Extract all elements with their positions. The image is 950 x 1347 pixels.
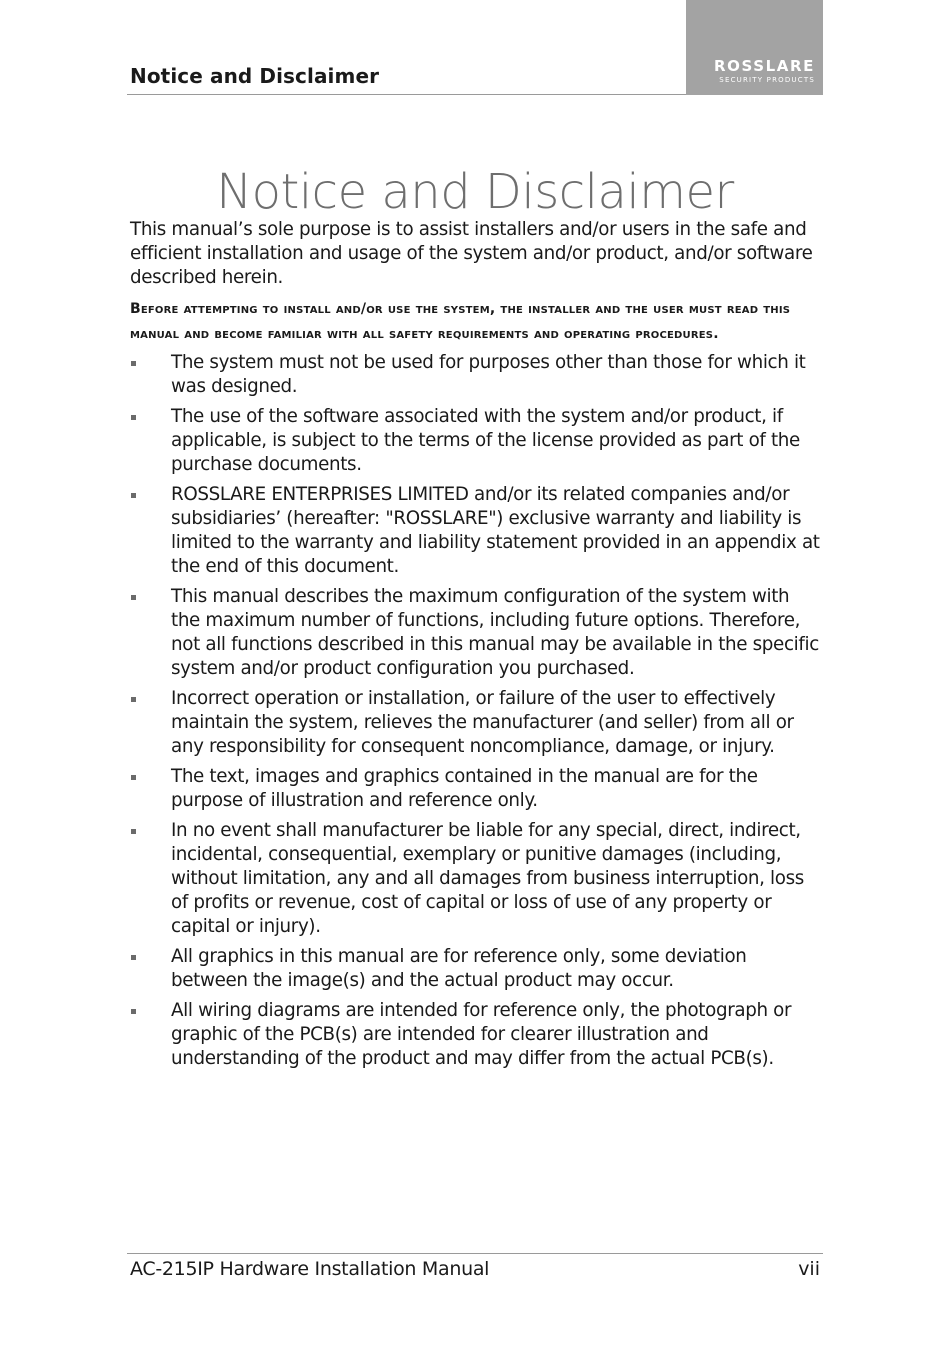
disclaimer-text: Incorrect operation or installation, or failure of the user to effectively maintain the system, relieves the manufacturer (and seller) from all or any responsibility for consequent noncompliance, damage, or injury. xyxy=(171,688,794,757)
bullet-marker-icon xyxy=(131,493,136,498)
bullet-marker-icon xyxy=(131,595,136,600)
footer-manual-name: AC-215IP Hardware Installation Manual xyxy=(130,1258,490,1280)
bullet-marker-icon xyxy=(131,829,136,834)
bullet-marker-icon xyxy=(131,361,136,366)
safety-warning: Before attempting to install and/or use the system, the installer and the user must read this manual and become familiar with all safety requirements and operating procedures. xyxy=(130,301,791,342)
bullet-marker-icon xyxy=(131,775,136,780)
bullet-marker-icon xyxy=(131,415,136,420)
bullet-marker-icon xyxy=(131,955,136,960)
disclaimer-item xyxy=(130,945,822,993)
disclaimer-text: The use of the software associated with the system and/or product, if applicable, is subject to the terms of the license provided as part of the purchase documents. xyxy=(171,406,800,475)
logo-brand: ROSSLARE xyxy=(714,57,815,75)
disclaimer-text: ROSSLARE ENTERPRISES LIMITED and/or its related companies and/or subsidiaries’ (hereafter: "ROSSLARE") exclusive warranty and liability is limited to the warranty and liability statement provided in an appendix at the end of this document. xyxy=(171,484,820,577)
disclaimer-item xyxy=(130,687,822,759)
disclaimer-item xyxy=(130,819,822,939)
intro-paragraph: This manual’s sole purpose is to assist installers and/or users in the safe and efficient installation and usage of the system and/or product, and/or software described herein. xyxy=(130,219,813,288)
disclaimer-item xyxy=(130,585,822,681)
logo-tagline: SECURITY PRODUCTS xyxy=(719,76,815,84)
footer-page-number: vii xyxy=(798,1258,820,1280)
disclaimer-item xyxy=(130,483,822,579)
disclaimer-text: This manual describes the maximum configuration of the system with the maximum number of functions, including future options. Therefore, not all functions described in this manual may be available in the specific system and/or product configuration you purchased. xyxy=(171,586,819,679)
disclaimer-text: All wiring diagrams are intended for reference only, the photograph or graphic of the PCB(s) are intended for clearer illustration and understanding of the product and may differ from the actual PCB(s). xyxy=(171,1000,792,1069)
disclaimer-item xyxy=(130,405,822,477)
disclaimer-item xyxy=(130,765,822,813)
disclaimer-text: The system must not be used for purposes other than those for which it was designed. xyxy=(171,352,806,397)
disclaimer-item xyxy=(130,351,822,399)
running-header-title: Notice and Disclaimer xyxy=(130,64,380,88)
document-body xyxy=(130,218,822,1077)
disclaimer-text: In no event shall manufacturer be liable for any special, direct, indirect, incidental, consequential, exemplary or punitive damages (including, without limitation, any and all damages from business interruption, loss of profits or revenue, cost of capital or loss of use of any property or capital or injury). xyxy=(171,820,804,937)
bullet-marker-icon xyxy=(131,697,136,702)
disclaimer-list xyxy=(130,351,822,1071)
footer-divider xyxy=(127,1253,823,1254)
disclaimer-item xyxy=(130,999,822,1071)
bullet-marker-icon xyxy=(131,1009,136,1014)
disclaimer-text: All graphics in this manual are for reference only, some deviation between the image(s) and the actual product may occur. xyxy=(171,946,747,991)
rosslare-logo xyxy=(686,0,823,95)
page-title: Notice and Disclaimer xyxy=(216,164,734,221)
disclaimer-text: The text, images and graphics contained in the manual are for the purpose of illustration and reference only. xyxy=(171,766,758,811)
